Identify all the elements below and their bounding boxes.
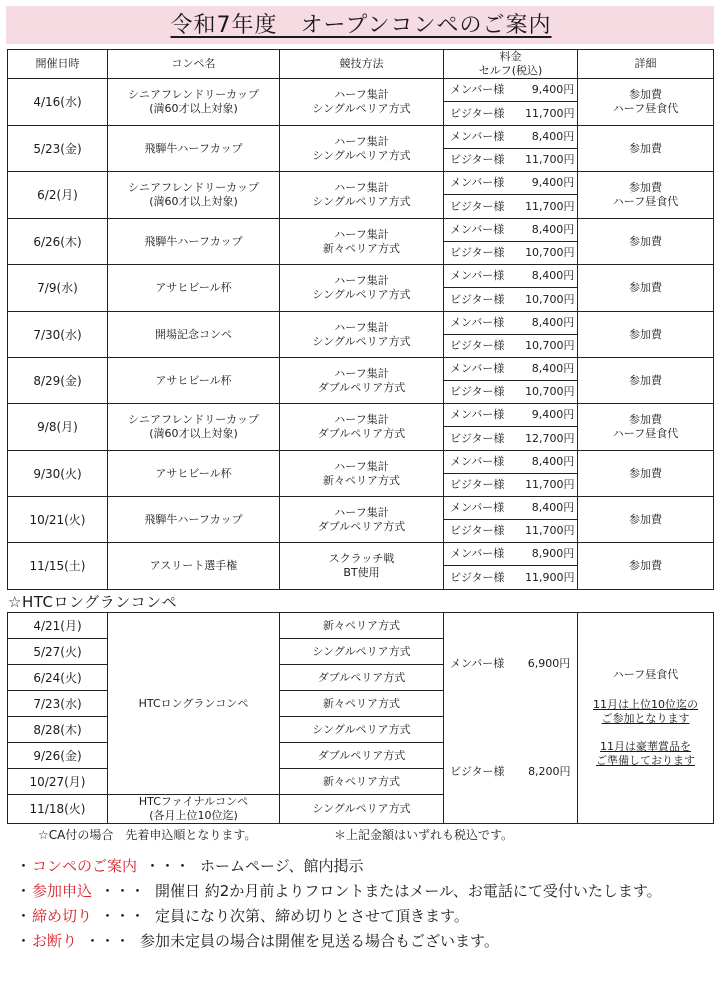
event-details (578, 451, 714, 497)
visitor-label: ビジター様 (450, 153, 505, 166)
header-method: 競技方法 (280, 50, 444, 79)
event-name-line1: シニアフレンドリーカップ (128, 88, 259, 101)
info-label: 参加申込 (32, 882, 93, 900)
event-method-line1: ハーフ集計 (334, 134, 389, 148)
header-details: 詳細 (578, 50, 714, 79)
table-row (8, 172, 714, 195)
final-name (108, 795, 280, 824)
event-name (108, 451, 280, 497)
event-name-line1: 飛騨牛ハーフカップ (144, 141, 243, 155)
event-name-line2: (満60才以上対象) (149, 427, 238, 440)
event-method-line2: ダブルペリア方式 (317, 519, 406, 533)
visitor-fee: 11,700円 (525, 524, 575, 537)
member-fee-cell (444, 497, 578, 520)
longrun-name: HTCロングランコンペ (108, 613, 280, 795)
longrun-note1 (578, 698, 713, 726)
event-name (108, 358, 280, 404)
page-title: 令和7年度 オープンコンペのご案内 (170, 13, 552, 38)
event-method (280, 497, 444, 543)
detail-line1: 参加費 (629, 281, 662, 294)
table-row (8, 358, 714, 381)
member-fee-cell (444, 543, 578, 566)
event-method (280, 543, 444, 590)
event-method (280, 126, 444, 172)
info-line (16, 880, 662, 901)
member-fee: 8,400円 (531, 130, 575, 143)
event-date: 5/23(金) (8, 126, 108, 172)
longrun-visitor-fee: 8,200円 (528, 765, 571, 778)
member-fee: 8,400円 (531, 223, 575, 236)
longrun-date: 11/18(火) (8, 795, 108, 824)
event-method (280, 219, 444, 265)
info-label: コンペのご案内 (32, 857, 138, 875)
table-row (8, 404, 714, 427)
event-name (108, 404, 280, 451)
member-fee: 9,400円 (531, 83, 575, 96)
visitor-fee-cell (444, 195, 578, 219)
longrun-date: 5/27(火) (8, 639, 108, 665)
visitor-label: ビジター様 (450, 431, 505, 445)
table-row (8, 79, 714, 102)
table-row (8, 613, 714, 639)
visitor-fee: 11,700円 (525, 478, 575, 491)
visitor-fee-cell (444, 427, 578, 451)
member-fee-cell (444, 451, 578, 474)
info-text: 定員になり次第、締め切りとさせて頂きます。 (155, 907, 469, 925)
footnote-tax: ＊上記金額はいずれも税込です。 (334, 828, 514, 842)
event-method (280, 172, 444, 219)
event-method (280, 79, 444, 126)
info-bullet: ・ (16, 882, 32, 900)
longrun-note1-line1: 11月は上位10位迄の (593, 698, 698, 711)
visitor-label: ビジター様 (450, 292, 505, 306)
member-label: メンバー様 (450, 408, 505, 421)
visitor-fee: 12,700円 (525, 431, 575, 445)
longrun-date: 4/21(月) (8, 613, 108, 639)
event-method-line1: ハーフ集計 (334, 505, 389, 519)
info-bullet: ・ (16, 932, 32, 950)
longrun-table (7, 612, 714, 824)
event-name (108, 543, 280, 590)
member-label: メンバー様 (450, 176, 505, 189)
member-label: メンバー様 (450, 269, 505, 282)
visitor-fee-cell (444, 149, 578, 172)
event-method-line1: ハーフ集計 (334, 320, 389, 334)
event-method-line2: ダブルペリア方式 (317, 380, 406, 394)
member-fee: 8,400円 (531, 362, 575, 375)
member-label: メンバー様 (450, 130, 505, 143)
event-date: 6/26(木) (8, 219, 108, 265)
event-name-line1: シニアフレンドリーカップ (128, 181, 259, 194)
event-date: 6/2(月) (8, 172, 108, 219)
longrun-method: ダブルペリア方式 (280, 665, 444, 691)
event-name (108, 172, 280, 219)
event-method-line1: ハーフ集計 (334, 181, 389, 194)
visitor-fee: 11,700円 (525, 199, 575, 213)
table-row (8, 543, 714, 566)
event-method-line1: スクラッチ戦 (328, 552, 395, 565)
member-fee: 8,400円 (531, 501, 575, 514)
member-label: メンバー様 (450, 455, 505, 468)
longrun-method: シングルペリア方式 (280, 717, 444, 743)
event-date: 9/30(火) (8, 451, 108, 497)
member-fee: 8,400円 (531, 316, 575, 329)
header-fee-line2: セルフ(税込) (478, 64, 543, 77)
longrun-section-title: ☆HTCロングランコンペ (8, 593, 178, 611)
event-date: 8/29(金) (8, 358, 108, 404)
visitor-fee: 11,900円 (525, 570, 575, 584)
member-fee-cell (444, 219, 578, 242)
event-details (578, 404, 714, 451)
event-details (578, 219, 714, 265)
member-fee-cell (444, 404, 578, 427)
event-name (108, 219, 280, 265)
event-details (578, 265, 714, 312)
event-details (578, 126, 714, 172)
event-name-line1: 開場記念コンペ (155, 327, 232, 341)
longrun-date: 6/24(火) (8, 665, 108, 691)
visitor-fee-cell (444, 566, 578, 590)
longrun-note2-line2: ご準備しております (596, 754, 695, 767)
longrun-method: 新々ペリア方式 (280, 613, 444, 639)
member-fee-cell (444, 358, 578, 381)
info-separator: ・・・ (100, 907, 146, 925)
visitor-fee: 11,700円 (525, 153, 575, 166)
table-row (8, 312, 714, 335)
final-name-line1: HTCファイナルコンペ (138, 795, 249, 808)
member-fee-cell (444, 79, 578, 102)
longrun-member-label: メンバー様 (450, 657, 505, 670)
header-fee-line1: 料金 (499, 50, 522, 63)
longrun-date: 8/28(木) (8, 717, 108, 743)
visitor-fee: 10,700円 (525, 339, 575, 352)
member-label: メンバー様 (450, 223, 505, 236)
event-details (578, 543, 714, 590)
info-separator: ・・・ (85, 932, 131, 950)
event-method-line2: シングルペリア方式 (312, 288, 411, 301)
longrun-date: 9/26(金) (8, 743, 108, 769)
header-fee (444, 50, 578, 79)
info-label: お断り (32, 932, 78, 950)
event-details (578, 172, 714, 219)
longrun-visitor-label: ビジター様 (450, 765, 505, 778)
longrun-fee (444, 613, 578, 824)
member-fee-cell (444, 126, 578, 149)
event-name (108, 79, 280, 126)
member-label: メンバー様 (450, 362, 505, 375)
visitor-label: ビジター様 (450, 478, 505, 491)
event-method (280, 451, 444, 497)
visitor-fee-cell (444, 242, 578, 265)
member-fee: 9,400円 (531, 176, 575, 189)
table-header-row (8, 50, 714, 79)
event-name-line1: アスリート選手権 (149, 559, 238, 572)
event-details (578, 358, 714, 404)
event-date: 7/9(水) (8, 265, 108, 312)
visitor-fee: 11,700円 (525, 106, 575, 120)
event-details (578, 79, 714, 126)
event-name (108, 265, 280, 312)
event-date: 7/30(水) (8, 312, 108, 358)
event-name-line2: (満60才以上対象) (149, 195, 238, 208)
event-method-line2: 新々ペリア方式 (323, 473, 400, 487)
event-method-line2: シングルペリア方式 (312, 334, 411, 348)
member-fee: 8,900円 (531, 547, 575, 560)
member-fee: 8,400円 (531, 269, 575, 282)
detail-line1: 参加費 (629, 413, 662, 426)
visitor-fee-cell (444, 381, 578, 404)
detail-line2: ハーフ昼食代 (612, 195, 679, 208)
longrun-method: ダブルペリア方式 (280, 743, 444, 769)
event-method-line2: 新々ペリア方式 (323, 241, 400, 255)
visitor-label: ビジター様 (450, 339, 505, 352)
event-method (280, 312, 444, 358)
visitor-label: ビジター様 (450, 246, 505, 259)
event-name-line1: アサヒビール杯 (155, 373, 232, 387)
table-row (8, 126, 714, 149)
event-name (108, 126, 280, 172)
detail-line2: ハーフ昼食代 (612, 102, 679, 115)
info-bullet: ・ (16, 907, 32, 925)
table-row (8, 451, 714, 474)
event-name-line1: アサヒビール杯 (155, 466, 232, 480)
detail-line1: 参加費 (629, 88, 662, 101)
table-row (8, 265, 714, 288)
event-method (280, 265, 444, 312)
event-method-line1: ハーフ集計 (334, 413, 389, 426)
info-separator: ・・・ (145, 857, 191, 875)
member-fee: 8,400円 (531, 455, 575, 468)
detail-line1: 参加費 (629, 373, 662, 387)
member-label: メンバー様 (450, 83, 505, 96)
visitor-fee-cell (444, 102, 578, 126)
info-text: 開催日 約2か月前よりフロントまたはメール、お電話にて受付いたします。 (155, 882, 662, 900)
visitor-fee-cell (444, 335, 578, 358)
event-name (108, 312, 280, 358)
detail-line1: 参加費 (629, 559, 662, 572)
event-name-line1: 飛騨牛ハーフカップ (144, 512, 243, 526)
event-date: 9/8(月) (8, 404, 108, 451)
info-separator: ・・・ (100, 882, 146, 900)
visitor-label: ビジター様 (450, 199, 505, 213)
visitor-label: ビジター様 (450, 385, 505, 398)
member-fee: 9,400円 (531, 408, 575, 421)
event-details (578, 497, 714, 543)
visitor-label: ビジター様 (450, 106, 505, 120)
open-competition-table (7, 49, 714, 590)
event-name-line1: アサヒビール杯 (155, 281, 232, 294)
event-name-line1: 飛騨牛ハーフカップ (144, 234, 243, 248)
member-label: メンバー様 (450, 501, 505, 514)
info-text: 参加未定員の場合は開催を見送る場合もございます。 (140, 932, 499, 950)
longrun-method: 新々ペリア方式 (280, 769, 444, 795)
member-fee-cell (444, 265, 578, 288)
detail-line1: 参加費 (629, 141, 662, 155)
info-text: ホームページ、館内掲示 (200, 857, 364, 875)
event-name-line2: (満60才以上対象) (149, 102, 238, 115)
detail-line1: 参加費 (629, 512, 662, 526)
event-method-line2: シングルペリア方式 (312, 102, 411, 115)
event-method-line2: BT使用 (343, 566, 380, 579)
visitor-label: ビジター様 (450, 570, 505, 584)
longrun-method: 新々ペリア方式 (280, 691, 444, 717)
longrun-note1-line2: ご参加となります (601, 712, 690, 725)
longrun-note2 (578, 740, 713, 768)
event-method (280, 358, 444, 404)
detail-line1: 参加費 (629, 466, 662, 480)
longrun-date: 7/23(水) (8, 691, 108, 717)
info-bullet: ・ (16, 857, 32, 875)
table-row (8, 497, 714, 520)
visitor-fee-cell (444, 288, 578, 312)
event-method-line1: ハーフ集計 (334, 274, 389, 287)
event-date: 10/21(火) (8, 497, 108, 543)
member-fee-cell (444, 312, 578, 335)
footnote-ca: ☆CA付の場合 先着申込順となります。 (38, 828, 257, 842)
visitor-label: ビジター様 (450, 524, 505, 537)
detail-line1: 参加費 (629, 327, 662, 341)
detail-line2: ハーフ昼食代 (612, 427, 679, 440)
event-method-line1: ハーフ集計 (334, 366, 389, 380)
longrun-note2-line1: 11月は豪華賞品を (600, 740, 691, 753)
detail-line1: 参加費 (629, 181, 662, 194)
event-name (108, 497, 280, 543)
header-name: コンペ名 (108, 50, 280, 79)
visitor-fee: 10,700円 (525, 385, 575, 398)
longrun-details (578, 613, 714, 824)
event-method-line1: ハーフ集計 (334, 88, 389, 101)
longrun-method: シングルペリア方式 (280, 795, 444, 824)
event-method-line1: ハーフ集計 (334, 227, 389, 241)
longrun-member-fee: 6,900円 (527, 657, 571, 670)
table-row (8, 219, 714, 242)
member-fee-cell (444, 172, 578, 195)
info-line (16, 855, 364, 876)
info-line (16, 930, 499, 951)
info-label: 締め切り (32, 907, 93, 925)
event-method-line2: ダブルペリア方式 (317, 427, 406, 440)
header-date: 開催日時 (8, 50, 108, 79)
event-details (578, 312, 714, 358)
event-method-line2: シングルペリア方式 (312, 148, 411, 162)
member-label: メンバー様 (450, 547, 505, 560)
visitor-fee: 10,700円 (525, 246, 575, 259)
longrun-lunch: ハーフ昼食代 (612, 668, 679, 681)
info-line (16, 905, 469, 926)
detail-line1: 参加費 (629, 234, 662, 248)
visitor-fee-cell (444, 474, 578, 497)
visitor-fee-cell (444, 520, 578, 543)
event-name-line1: シニアフレンドリーカップ (128, 413, 259, 426)
event-date: 11/15(土) (8, 543, 108, 590)
longrun-date: 10/27(月) (8, 769, 108, 795)
event-date: 4/16(水) (8, 79, 108, 126)
event-method (280, 404, 444, 451)
event-method-line2: シングルペリア方式 (312, 195, 411, 208)
event-method-line1: ハーフ集計 (334, 459, 389, 473)
final-name-line2: (各月上位10位迄) (149, 809, 238, 822)
visitor-fee: 10,700円 (525, 292, 575, 306)
member-label: メンバー様 (450, 316, 505, 329)
longrun-method: シングルペリア方式 (280, 639, 444, 665)
